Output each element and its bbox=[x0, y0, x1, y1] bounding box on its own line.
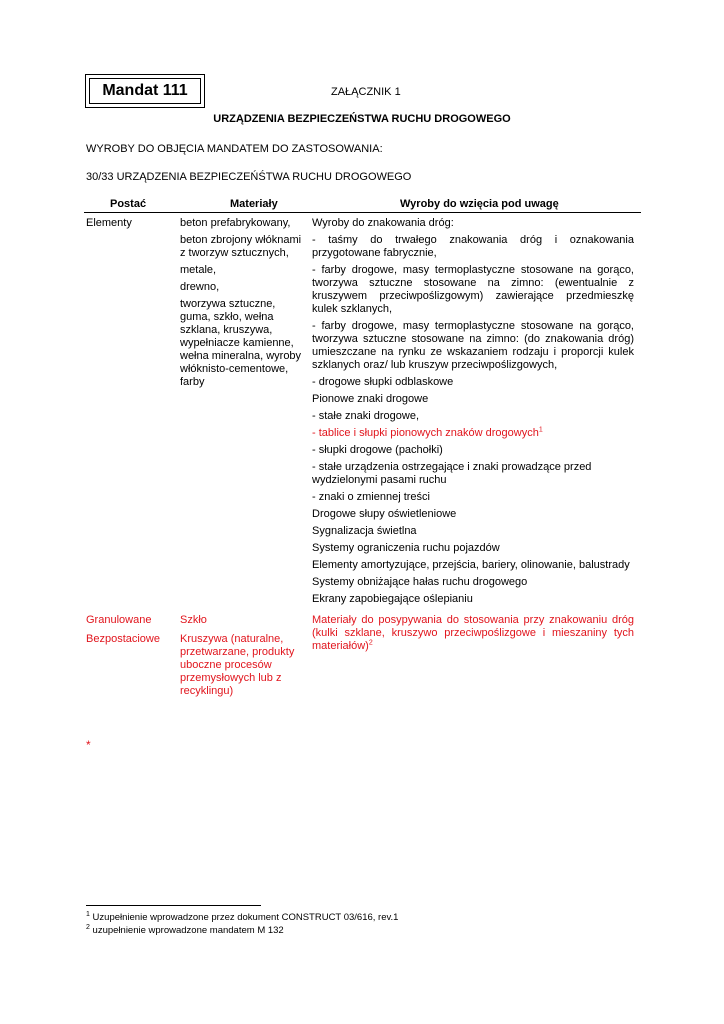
material-item: beton prefabrykowany, bbox=[180, 217, 291, 229]
footnote-num: 2 bbox=[86, 923, 90, 931]
materialy-cell bbox=[180, 217, 306, 393]
col-header-materialy: Materiały bbox=[230, 198, 278, 210]
wyroby-item: Elementy amortyzujące, przejścia, bariery, olinowanie, balustrady bbox=[312, 559, 630, 571]
page-title: URZĄDZENIA BEZPIECZEŃSTWA RUCHU DROGOWEGO bbox=[213, 113, 511, 125]
postac-granulowane: Granulowane bbox=[86, 614, 152, 626]
wyroby-red-text: - tablice i słupki pionowych znaków drogowych bbox=[312, 427, 539, 439]
footnote-2 bbox=[86, 925, 284, 936]
wyroby-item: - farby drogowe, masy termoplastyczne stosowane na gorąco, tworzywa sztuczne stosowane na zimno: (do znakowania dróg) umieszczane na rynku ze wskazaniem rodzaju i proporcji kulek szklanych oraz/ lub kruszyw przeciwpoślizgowych, bbox=[312, 320, 634, 371]
postac-bezpostaciowe: Bezpostaciowe bbox=[86, 633, 160, 645]
material-item: tworzywa sztuczne, guma, szkło, wełna szklana, kruszywa, wypełniacze kamienne, wełna mineralna, wyroby włóknisto-cementowe, farby bbox=[180, 298, 302, 388]
wyroby-item: - znaki o zmiennej treści bbox=[312, 491, 430, 503]
intro-line: WYROBY DO OBJĘCIA MANDATEM DO ZASTOSOWANIA: bbox=[86, 143, 383, 155]
wyroby-item: Drogowe słupy oświetleniowe bbox=[312, 508, 457, 520]
material-item: metale, bbox=[180, 264, 217, 276]
footnote-text: uzupełnienie wprowadzone mandatem M 132 bbox=[89, 925, 284, 936]
col-header-wyroby: Wyroby do wzięcia pod uwagę bbox=[400, 198, 559, 210]
wyroby-item: - słupki drogowe (pachołki) bbox=[312, 444, 443, 456]
wyroby-cell bbox=[312, 217, 634, 610]
asterisk-mark: * bbox=[86, 738, 91, 752]
wyroby-posypywanie bbox=[312, 614, 634, 653]
material-item: drewno, bbox=[180, 281, 220, 293]
col-header-postac: Postać bbox=[110, 198, 147, 210]
wyroby-item: Pionowe znaki drogowe bbox=[312, 393, 429, 405]
material-item: beton zbrojony włóknami z tworzyw sztucznych, bbox=[180, 234, 302, 259]
footnote-rule bbox=[86, 905, 261, 906]
wyroby-item: Systemy ograniczenia ruchu pojazdów bbox=[312, 542, 500, 554]
zalacznik-label: ZAŁĄCZNIK 1 bbox=[331, 86, 401, 98]
mandat-title: Mandat 111 bbox=[89, 78, 201, 104]
materialy-cell-2 bbox=[180, 614, 298, 702]
wyroby-item: - drogowe słupki odblaskowe bbox=[312, 376, 454, 388]
postac-cell bbox=[86, 217, 171, 234]
section-line: 30/33 URZĄDZENIA BEZPIECZEŃŚTWA RUCHU DROGOWEGO bbox=[86, 171, 412, 183]
wyroby-cell-2 bbox=[312, 614, 634, 657]
wyroby-item: Wyroby do znakowania dróg: bbox=[312, 217, 454, 229]
wyroby-item-red bbox=[312, 427, 634, 440]
wyroby-item: Sygnalizacja świetlna bbox=[312, 525, 417, 537]
footnote-text: Uzupełnienie wprowadzone przez dokument CONSTRUCT 03/616, rev.1 bbox=[89, 912, 399, 923]
material-szklo: Szkło bbox=[180, 614, 207, 626]
material-kruszywa: Kruszywa (naturalne, przetwarzane, produkty uboczne procesów przemysłowych lub z recyklingu) bbox=[180, 633, 295, 697]
wyroby-item: - farby drogowe, masy termoplastyczne stosowane na gorąco, tworzywa sztuczne stosowane na zimno: (ewentualnie z kruszywem przeciwpoślizgowym) zawierające przedmieszkę kulek szklanych, bbox=[312, 264, 634, 315]
header-rule bbox=[84, 212, 641, 213]
footnote-1 bbox=[86, 912, 398, 923]
wyroby-item: - taśmy do trwałego znakowania dróg i oznakowania przygotowane fabrycznie, bbox=[312, 234, 634, 259]
footnote-ref-2: 2 bbox=[368, 639, 373, 647]
postac-cell-2 bbox=[86, 614, 176, 650]
postac-elementy: Elementy bbox=[86, 217, 132, 229]
wyroby-item: Ekrany zapobiegające oślepianiu bbox=[312, 593, 473, 605]
wyroby-posypywanie-text: Materiały do posypywania do stosowania przy znakowaniu dróg (kulki szklane, kruszywo przeciwpoślizgowe i mieszaniny tych materiałów) bbox=[312, 614, 634, 652]
wyroby-item: - stałe znaki drogowe, bbox=[312, 410, 419, 422]
wyroby-item: Systemy obniżające hałas ruchu drogowego bbox=[312, 576, 528, 588]
footnote-num: 1 bbox=[86, 910, 90, 918]
footnote-ref-1: 1 bbox=[538, 426, 543, 434]
mandat-box bbox=[85, 74, 205, 108]
wyroby-item: - stałe urządzenia ostrzegające i znaki prowadzące przed wydzielonymi pasami ruchu bbox=[312, 461, 592, 486]
